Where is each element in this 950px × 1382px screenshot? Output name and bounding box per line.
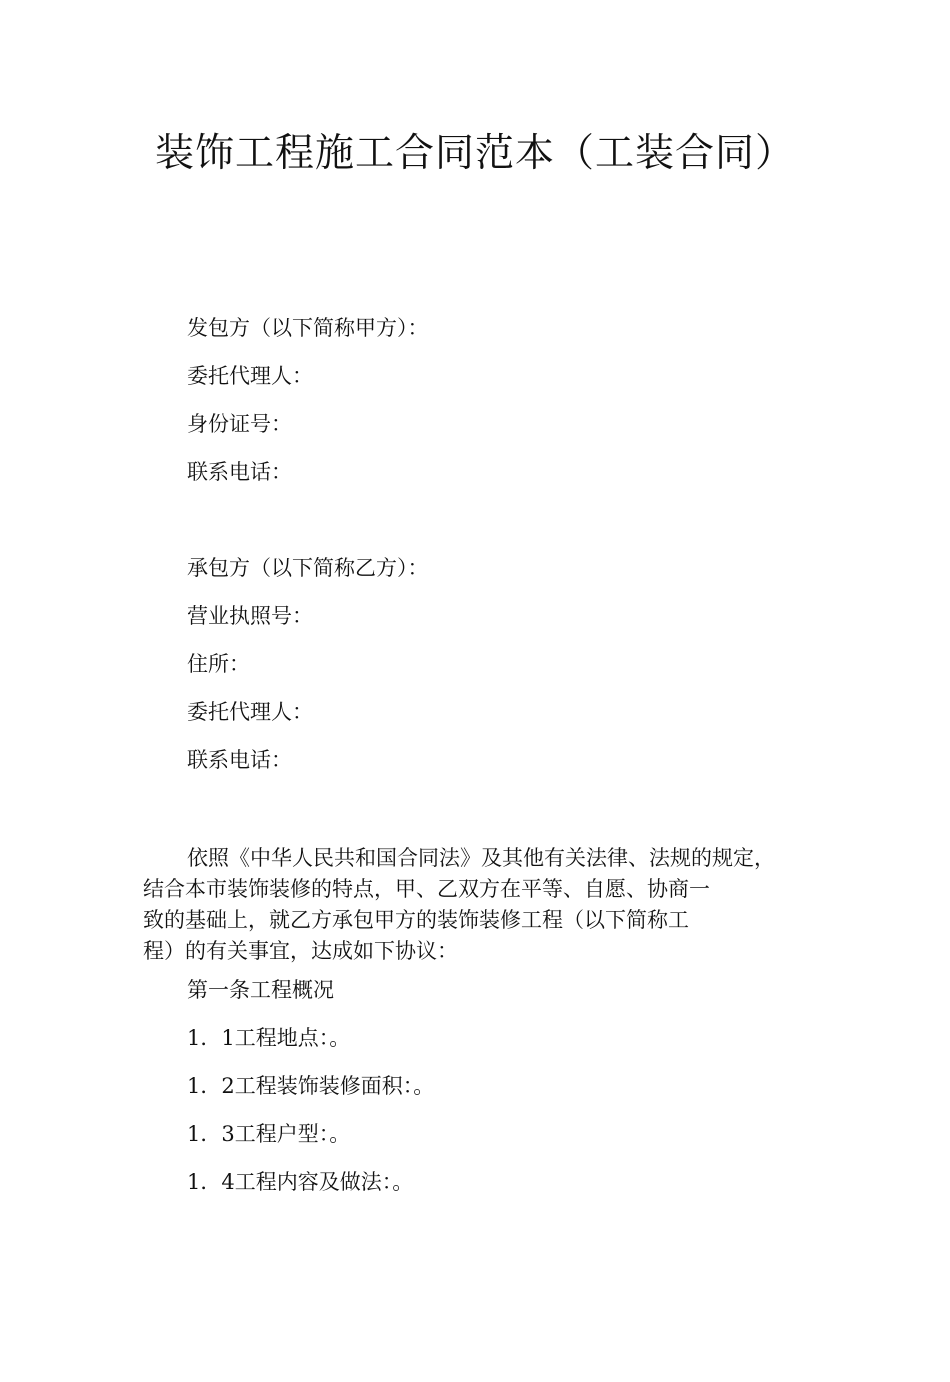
party-b-agent: 委托代理人： <box>187 700 313 724</box>
party-b-heading: 承包方（以下简称乙方）： <box>187 556 429 580</box>
party-a-agent: 委托代理人： <box>187 364 313 388</box>
article-1-item: 1．3工程户型：。 <box>187 1122 351 1146</box>
document-title: 装饰工程施工合同范本（工装合同） <box>154 131 795 176</box>
preamble-line: 结合本市装饰装修的特点，甲、乙双方在平等、自愿、协商一 <box>143 877 710 901</box>
preamble-line: 程）的有关事宜，达成如下协议： <box>143 939 458 963</box>
preamble-line: 依照《中华人民共和国合同法》及其他有关法律、法规的规定， <box>187 846 775 870</box>
preamble-paragraph <box>143 843 823 967</box>
party-b-phone: 联系电话： <box>187 748 292 772</box>
preamble-line: 致的基础上，就乙方承包甲方的装饰装修工程（以下简称工 <box>143 908 689 932</box>
party-b-license: 营业执照号： <box>187 604 313 628</box>
party-a-heading: 发包方（以下简称甲方）： <box>187 316 429 340</box>
party-a-phone: 联系电话： <box>187 460 292 484</box>
party-b-address: 住所： <box>187 652 250 676</box>
article-1-heading: 第一条工程概况 <box>187 978 334 1002</box>
article-1-item: 1．1工程地点：。 <box>187 1026 351 1050</box>
article-1-item: 1．2工程装饰装修面积：。 <box>187 1074 435 1098</box>
article-1-item: 1．4工程内容及做法：。 <box>187 1170 414 1194</box>
party-a-id-number: 身份证号： <box>187 412 292 436</box>
